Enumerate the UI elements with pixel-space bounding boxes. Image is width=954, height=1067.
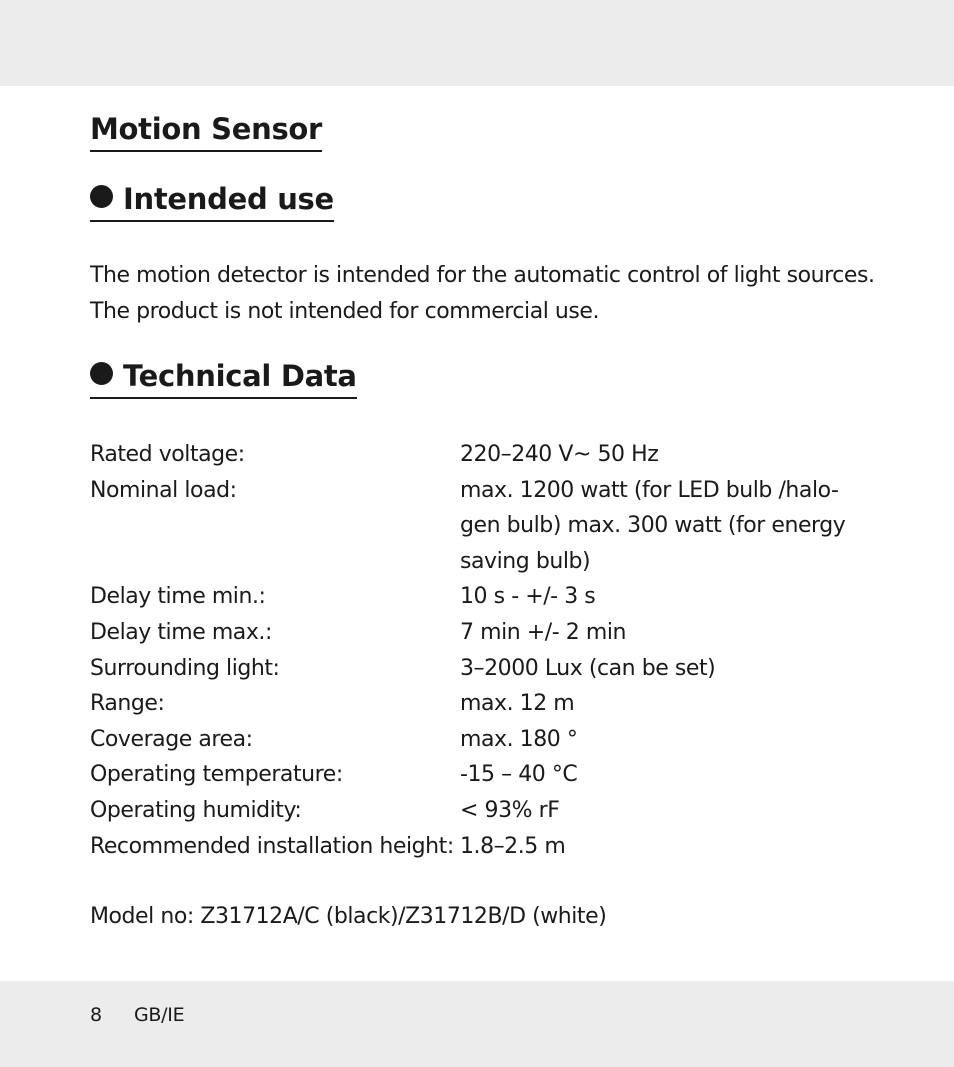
spec-value: [460, 722, 860, 758]
spec-value-line: < 93% rF: [460, 797, 560, 823]
spec-value-line: max. 1200 watt (for LED bulb /halo-: [460, 477, 839, 503]
spec-label: Nominal load:: [90, 477, 237, 503]
spec-label: Range:: [90, 691, 165, 717]
spec-value-line: 220–240 V~ 50 Hz: [460, 442, 659, 467]
spec-value: [460, 473, 860, 580]
spec-row: [90, 651, 880, 687]
spec-row: [90, 473, 880, 580]
spec-value-line: gen bulb) max. 300 watt (for energy: [460, 513, 846, 539]
spec-label: Operating temperature:: [90, 762, 343, 788]
spec-row: [90, 793, 880, 829]
spec-value: [460, 579, 860, 615]
spec-value: [460, 757, 860, 793]
spec-value-line: 1.8–2.5 m: [460, 833, 566, 859]
page-title: Motion Sensor: [90, 115, 322, 152]
spec-row: [90, 615, 880, 651]
intended-use-paragraph: [90, 258, 880, 329]
locale-label: GB/IE: [134, 1004, 185, 1026]
spec-value-line: 7 min +/- 2 min: [460, 619, 626, 645]
spec-value-line: max. 180 °: [460, 726, 578, 752]
spec-value: [460, 829, 860, 865]
paragraph-line: The motion detector is intended for the automatic control of light sources.: [90, 263, 875, 288]
section-heading-text: Intended use: [123, 182, 334, 216]
spec-label: Operating humidity:: [90, 797, 302, 823]
spec-value-line: max. 12 m: [460, 691, 575, 717]
page-number: 8: [90, 1004, 103, 1026]
spec-row: [90, 757, 880, 793]
spec-label: Delay time max.:: [90, 619, 272, 645]
paragraph-line: The product is not intended for commercial use.: [90, 298, 600, 324]
spec-value-line: 10 s - +/- 3 s: [460, 584, 596, 610]
spec-value-line: 3–2000 Lux (can be set): [460, 655, 716, 681]
spec-label: Surrounding light:: [90, 655, 280, 681]
spec-label: Coverage area:: [90, 726, 253, 752]
spec-value: [460, 437, 860, 473]
technical-data-table: [90, 437, 880, 864]
spec-row: [90, 722, 880, 758]
spec-row: [90, 686, 880, 722]
spec-value: [460, 686, 860, 722]
spec-label: Delay time min.:: [90, 584, 266, 610]
spec-value: [460, 651, 860, 687]
spec-label: Rated voltage:: [90, 442, 245, 467]
spec-label: Recommended installation height:: [90, 833, 454, 859]
bullet-icon: [90, 185, 113, 208]
top-margin-band: [0, 0, 954, 86]
section-heading-technical-data: [90, 359, 357, 399]
bullet-icon: [90, 362, 113, 385]
spec-row: [90, 437, 880, 473]
spec-value: [460, 615, 860, 651]
spec-value: [460, 793, 860, 829]
spec-value-line: saving bulb): [460, 548, 591, 574]
spec-value-line: -15 – 40 °C: [460, 762, 578, 788]
section-heading-intended-use: [90, 182, 334, 222]
spec-row: [90, 579, 880, 615]
spec-row: [90, 829, 880, 865]
section-heading-text: Technical Data: [123, 359, 357, 393]
model-number: Model no: Z31712A/C (black)/Z31712B/D (white): [90, 904, 607, 929]
